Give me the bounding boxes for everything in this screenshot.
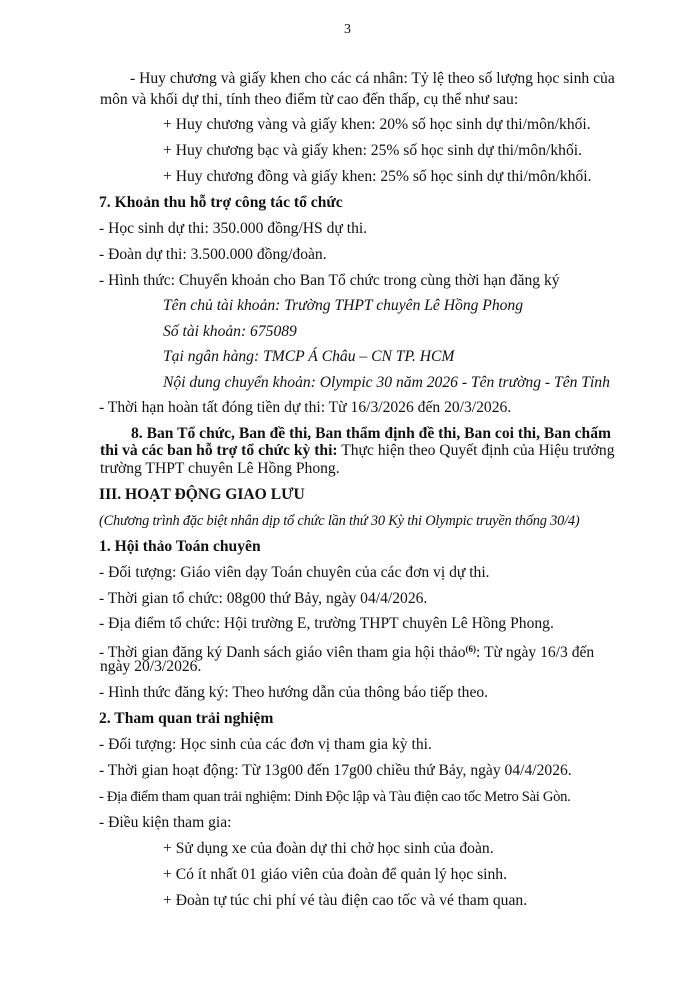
tour-conditions-label: - Điều kiện tham gia: [99,814,232,831]
section8-line2 [100,442,615,460]
awards-intro-line2: môn và khối dự thi, tính theo điểm từ cao đến thấp, cụ thể như sau: [100,91,519,108]
tour-condition-item: + Sử dụng xe của đoàn dự thi chở học sinh của đoàn. [163,840,494,857]
section7-heading: 7. Khoản thu hỗ trợ công tác tổ chức [99,194,343,211]
account-number: Số tài khoản: 675089 [163,323,297,340]
section3-heading: III. HOẠT ĐỘNG GIAO LƯU [99,486,305,503]
workshop-time: - Thời gian tổ chức: 08g00 thứ Bảy, ngày 04/4/2026. [99,590,428,607]
student-fee: - Học sinh dự thi: 350.000 đồng/HS dự thi. [99,220,368,237]
workshop-registration-text: - Thời gian đăng ký Danh sách giáo viên tham gia hội thảo [99,644,466,661]
payment-method: - Hình thức: Chuyển khoản cho Ban Tổ chức trong cùng thời hạn đăng ký [99,272,560,289]
section8-heading-line2: thi và các ban hỗ trợ tổ chức kỳ thi: [100,442,338,459]
award-item-silver: + Huy chương bạc và giấy khen: 25% số học sinh dự thi/môn/khối. [163,142,582,159]
tour-condition-item: + Có ít nhất 01 giáo viên của đoàn để quản lý học sinh. [163,866,507,883]
tour-condition-item: + Đoàn tự túc chi phí vé tàu điện cao tốc và vé tham quan. [163,892,528,909]
section8-heading-line1: 8. Ban Tổ chức, Ban đề thi, Ban thẩm định đề thi, Ban coi thi, Ban chấm [131,425,612,442]
tour-heading: 2. Tham quan trải nghiệm [99,710,274,727]
payment-deadline: - Thời hạn hoàn tất đóng tiền dự thi: Từ 16/3/2026 đến 20/3/2026. [99,399,512,416]
transfer-note: Nội dung chuyển khoản: Olympic 30 năm 2026 - Tên trường - Tên Tỉnh [163,374,610,391]
award-item-gold: + Huy chương vàng và giấy khen: 20% số học sinh dự thi/môn/khối. [163,116,591,133]
workshop-venue: - Địa điểm tổ chức: Hội trường E, trường THPT chuyên Lê Hồng Phong. [99,615,554,632]
workshop-reg-method: - Hình thức đăng ký: Theo hướng dẫn của thông báo tiếp theo. [99,684,489,701]
section8-line3: trường THPT chuyên Lê Hồng Phong. [100,460,340,477]
workshop-target: - Đối tượng: Giáo viên dạy Toán chuyên của các đơn vị dự thi. [99,564,490,581]
awards-intro-line1: - Huy chương và giấy khen cho các cá nhân: Tỷ lệ theo số lượng học sinh của [130,70,615,87]
team-fee: - Đoàn dự thi: 3.500.000 đồng/đoàn. [99,246,327,263]
workshop-heading: 1. Hội thảo Toán chuyên [99,538,261,555]
award-item-bronze: + Huy chương đồng và giấy khen: 25% số học sinh dự thi/môn/khối. [163,168,592,185]
workshop-registration-end: ngày 20/3/2026. [100,658,202,675]
workshop-registration-date: : Từ ngày 16/3 đến [476,644,595,661]
section8-line2-text: Thực hiện theo Quyết định của Hiệu trưởng [337,442,615,459]
bank-name: Tại ngân hàng: TMCP Á Châu – CN TP. HCM [163,348,455,365]
account-holder: Tên chủ tài khoản: Trường THPT chuyên Lê Hồng Phong [163,297,524,314]
section3-subtitle: (Chương trình đặc biệt nhân dịp tổ chức lần thứ 30 Kỳ thi Olympic truyền thống 30/4) [99,513,580,529]
footnote-ref: (6) [465,644,477,654]
tour-venue: - Địa điểm tham quan trải nghiệm: Dinh Độc lập và Tàu điện cao tốc Metro Sài Gòn. [99,789,571,805]
tour-target: - Đối tượng: Học sinh của các đơn vị tham gia kỳ thi. [99,736,432,753]
tour-time: - Thời gian hoạt động: Từ 13g00 đến 17g00 chiều thứ Bảy, ngày 04/4/2026. [99,762,572,779]
page-number: 3 [344,22,351,37]
